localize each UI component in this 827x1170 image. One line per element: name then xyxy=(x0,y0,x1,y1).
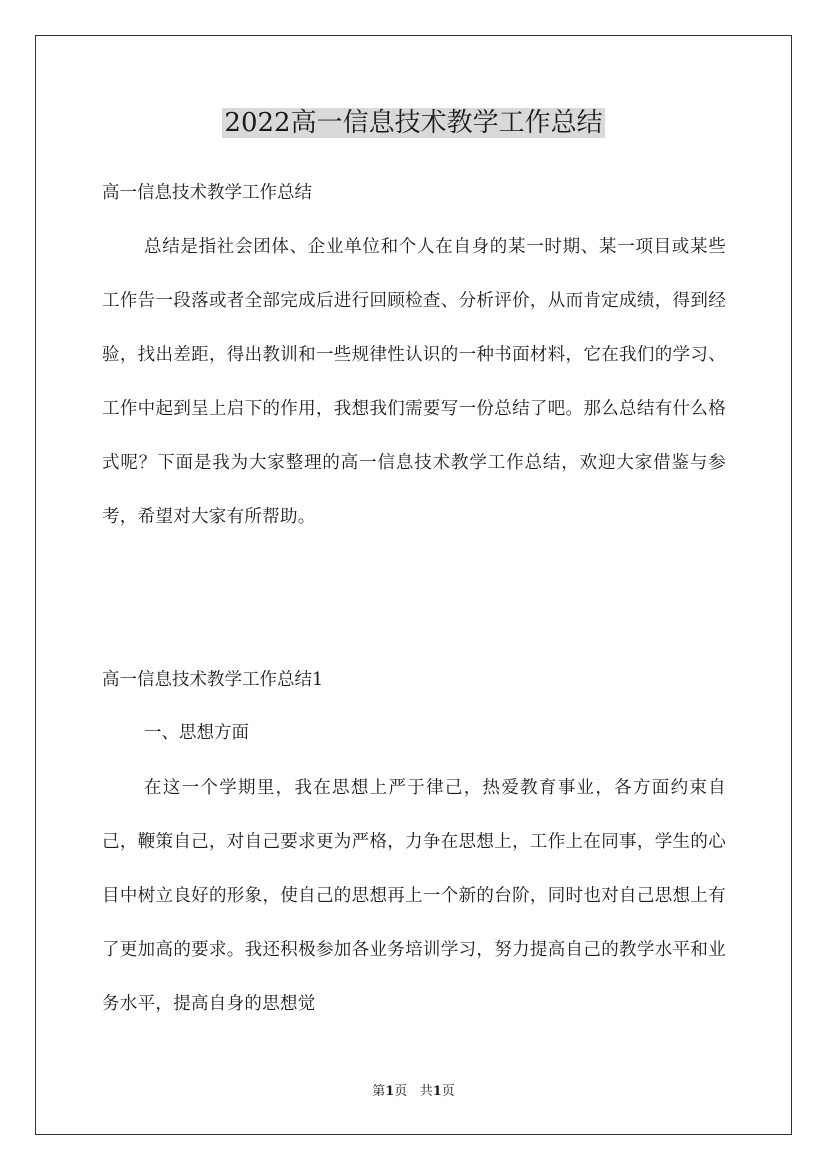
section1-subheading: 一、思想方面 xyxy=(144,723,249,743)
intro-paragraph: 总结是指社会团体、企业单位和个人在自身的某一时期、某一项目或某些工作告一段落或者全部完成后进行回顾检查、分析评价，从而肯定成绩，得到经验，找出差距，得出教训和一些规律性认识的一种书面材料，它在我们的学习、工作中起到呈上启下的作用，我想我们需要写一份总结了吧。那么总结有什么格式呢？下面是我为大家整理的高一信息技术教学工作总结，欢迎大家借鉴与参考，希望对大家有所帮助。 xyxy=(102,237,726,527)
section1-paragraph: 在这一个学期里，我在思想上严于律己，热爱教育事业，各方面约束自己，鞭策自己，对自己要求更为严格，力争在思想上，工作上在同事，学生的心目中树立良好的形象，使自己的思想再上一个新的台阶，同时也对自己思想上有了更加高的要求。我还积极参加各业务培训学习，努力提高自己的教学水平和业务水平，提高自身的思想觉 xyxy=(102,778,726,1014)
document-title xyxy=(0,104,827,142)
document-subtitle: 高一信息技术教学工作总结 xyxy=(102,183,312,203)
footer-page-number: 1 xyxy=(385,1084,395,1099)
footer-page-suffix: 页 xyxy=(441,1084,455,1099)
section1-heading: 高一信息技术教学工作总结1 xyxy=(102,670,324,690)
footer-page-total: 1 xyxy=(432,1084,442,1099)
footer-page-mid: 页 共 xyxy=(394,1084,433,1099)
document-title-text: 2022高一信息技术教学工作总结 xyxy=(224,108,603,138)
page-footer xyxy=(0,1083,827,1101)
footer-page-prefix: 第 xyxy=(372,1084,386,1099)
